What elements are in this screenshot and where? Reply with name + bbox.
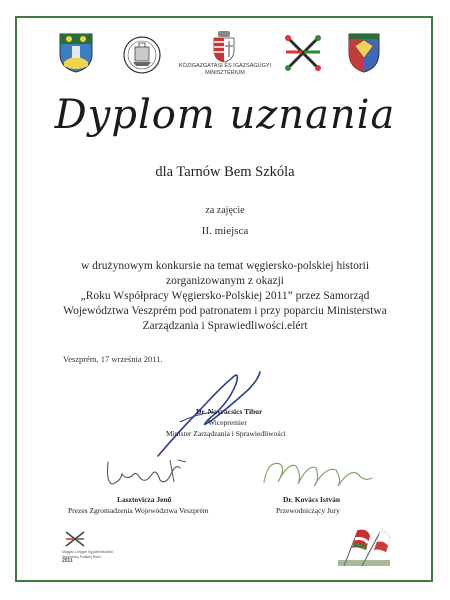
footer-logo-year: 2011 (62, 558, 73, 564)
certificate-title: Dyplom uznania (54, 92, 396, 138)
body-text (0, 259, 450, 334)
body-line-2: zorganizowanym z okazji (166, 275, 284, 287)
regional-shield-icon (347, 32, 381, 74)
right-signatory-role: Przewodniczący Jury (276, 506, 340, 515)
cooperation-year-small-logo-icon (64, 530, 86, 548)
date-place: Veszprém, 17 września 2011. (63, 354, 163, 364)
main-signatory-role1: Wicepremier (208, 418, 247, 427)
right-signatory-name: Dr. Kovács István (283, 495, 341, 504)
left-signatory-name: Lasztovicza Jenő (117, 495, 172, 504)
hungarian-polish-flags-icon (336, 526, 392, 568)
footer-logo-line1: Magyar-Lengyel Együttműködési (62, 550, 113, 554)
body-line-5: Zarządzania i Sprawiedliwości.elért (142, 320, 308, 332)
for-label: za zajęcie (205, 205, 245, 216)
veszprem-county-crest-icon (58, 32, 94, 74)
ministry-name-line2: MINISZTÉRIUM (205, 70, 245, 76)
body-line-1: w drużynowym konkursie na temat węgiersko-polskiej historii (80, 260, 370, 272)
hungarian-coat-of-arms-icon (213, 31, 235, 63)
main-signatory-name: Dr. Navracsics Tibor (196, 407, 263, 416)
left-signature (100, 452, 190, 492)
footer-logo-line2: Węgiersko-Polskiej Roku (62, 554, 101, 559)
right-signature (258, 452, 378, 496)
main-signatory-role2: Minister Zarządzania i Sprawiedliwości (166, 429, 286, 438)
body-line-3: „Roku Współpracy Węgiersko-Polskiej 2011” przez Samorząd (80, 290, 370, 302)
footer-logo-text (62, 550, 132, 564)
body-line-4: Województwa Veszprém pod patronatem i przy poparciu Ministerstwa (63, 305, 387, 317)
city-seal-icon (122, 35, 162, 75)
place-text: II. miejsca (201, 225, 249, 237)
left-signatory-role: Prezes Zgromadzenia Województwa Veszprém (68, 506, 209, 515)
recipient-line: dla Tarnów Bem Szkóla (155, 164, 295, 180)
cooperation-year-logo-icon (282, 34, 324, 72)
ministry-name-line1: KÖZIGAZGATÁSI ÉS IGAZSÁGÜGYI (178, 63, 272, 69)
